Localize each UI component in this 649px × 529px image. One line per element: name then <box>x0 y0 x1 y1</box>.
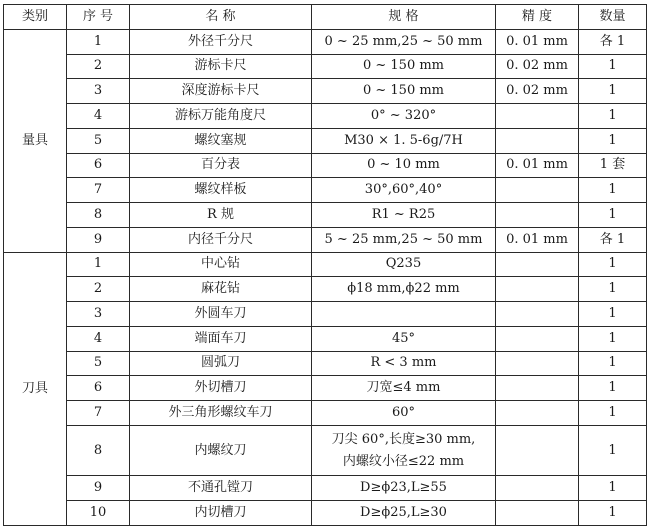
precision-cell <box>496 476 579 501</box>
precision-cell <box>496 252 579 277</box>
index-cell: 8 <box>67 425 130 476</box>
name-cell: 游标卡尺 <box>130 54 312 79</box>
spec-line-2: 内螺纹小径≤22 mm <box>342 453 465 469</box>
quantity-cell: 1 <box>579 302 647 327</box>
precision-cell: 0. 02 mm <box>496 79 579 104</box>
spec-cell: 60° <box>312 401 496 426</box>
index-cell: 2 <box>67 54 130 79</box>
precision-cell: 0. 01 mm <box>496 29 579 54</box>
quantity-cell: 1 <box>579 501 647 526</box>
table-row <box>4 326 647 351</box>
precision-cell: 0. 02 mm <box>496 54 579 79</box>
table-row <box>4 302 647 327</box>
index-cell: 2 <box>67 277 130 302</box>
spec-line-1: 刀尖 60°,长度≥30 mm, <box>331 431 476 447</box>
spec-cell: D≥ϕ25,L≥30 <box>312 501 496 526</box>
table-row <box>4 401 647 426</box>
table-row <box>4 277 647 302</box>
index-cell: 1 <box>67 29 130 54</box>
precision-cell <box>496 401 579 426</box>
table-row <box>4 153 647 178</box>
spec-cell: 0 ~ 150 mm <box>312 79 496 104</box>
quantity-cell: 1 <box>579 425 647 476</box>
header-precision: 精 度 <box>496 5 579 30</box>
quantity-cell: 1 套 <box>579 153 647 178</box>
spec-cell: M30 × 1. 5-6g/7H <box>312 128 496 153</box>
spec-cell <box>312 425 496 476</box>
quantity-cell: 1 <box>579 376 647 401</box>
precision-cell <box>496 277 579 302</box>
precision-cell <box>496 326 579 351</box>
spec-cell <box>312 302 496 327</box>
name-cell: 螺纹塞规 <box>130 128 312 153</box>
table-row <box>4 501 647 526</box>
name-cell: 百分表 <box>130 153 312 178</box>
name-cell: R 规 <box>130 203 312 228</box>
precision-cell <box>496 203 579 228</box>
table-row <box>4 104 647 129</box>
table-row <box>4 425 647 476</box>
quantity-cell: 1 <box>579 401 647 426</box>
table-row <box>4 227 647 252</box>
header-category: 类别 <box>4 5 67 30</box>
name-cell: 内螺纹刀 <box>130 425 312 476</box>
name-cell: 外径千分尺 <box>130 29 312 54</box>
quantity-cell: 1 <box>579 104 647 129</box>
spec-cell: 0 ~ 10 mm <box>312 153 496 178</box>
index-cell: 4 <box>67 326 130 351</box>
header-quantity: 数量 <box>579 5 647 30</box>
name-cell: 螺纹样板 <box>130 178 312 203</box>
table-row <box>4 376 647 401</box>
name-cell: 麻花钻 <box>130 277 312 302</box>
name-cell: 外三角形螺纹车刀 <box>130 401 312 426</box>
index-cell: 6 <box>67 153 130 178</box>
quantity-cell: 1 <box>579 178 647 203</box>
spec-cell: ϕ18 mm,ϕ22 mm <box>312 277 496 302</box>
spec-cell: 5 ~ 25 mm,25 ~ 50 mm <box>312 227 496 252</box>
table-row <box>4 203 647 228</box>
header-index: 序 号 <box>67 5 130 30</box>
precision-cell <box>496 501 579 526</box>
precision-cell <box>496 128 579 153</box>
name-cell: 内径千分尺 <box>130 227 312 252</box>
header-row <box>4 5 647 30</box>
quantity-cell: 1 <box>579 326 647 351</box>
spec-cell: Q235 <box>312 252 496 277</box>
precision-cell <box>496 351 579 376</box>
spec-cell: R1 ~ R25 <box>312 203 496 228</box>
index-cell: 3 <box>67 302 130 327</box>
precision-cell: 0. 01 mm <box>496 153 579 178</box>
header-spec: 规 格 <box>312 5 496 30</box>
name-cell: 中心钻 <box>130 252 312 277</box>
header-name: 名 称 <box>130 5 312 30</box>
name-cell: 端面车刀 <box>130 326 312 351</box>
spec-cell: 45° <box>312 326 496 351</box>
category-cell: 量具 <box>4 29 67 252</box>
table-row <box>4 351 647 376</box>
quantity-cell: 1 <box>579 54 647 79</box>
table-row <box>4 128 647 153</box>
name-cell: 圆弧刀 <box>130 351 312 376</box>
precision-cell <box>496 425 579 476</box>
index-cell: 3 <box>67 79 130 104</box>
table-row <box>4 476 647 501</box>
spec-cell: 0° ~ 320° <box>312 104 496 129</box>
table-row <box>4 29 647 54</box>
precision-cell <box>496 104 579 129</box>
index-cell: 5 <box>67 351 130 376</box>
tools-table <box>3 4 647 526</box>
index-cell: 6 <box>67 376 130 401</box>
quantity-cell: 1 <box>579 79 647 104</box>
quantity-cell: 各 1 <box>579 227 647 252</box>
index-cell: 5 <box>67 128 130 153</box>
precision-cell <box>496 376 579 401</box>
index-cell: 9 <box>67 227 130 252</box>
precision-cell <box>496 178 579 203</box>
quantity-cell: 各 1 <box>579 29 647 54</box>
name-cell: 不通孔镗刀 <box>130 476 312 501</box>
precision-cell <box>496 302 579 327</box>
name-cell: 外圆车刀 <box>130 302 312 327</box>
spec-cell: 0 ~ 25 mm,25 ~ 50 mm <box>312 29 496 54</box>
quantity-cell: 1 <box>579 128 647 153</box>
spec-cell: R < 3 mm <box>312 351 496 376</box>
spec-cell: 刀宽≤4 mm <box>312 376 496 401</box>
table-row <box>4 252 647 277</box>
table-row <box>4 54 647 79</box>
spec-cell: 30°,60°,40° <box>312 178 496 203</box>
category-cell: 刀具 <box>4 252 67 526</box>
spec-cell: 0 ~ 150 mm <box>312 54 496 79</box>
index-cell: 7 <box>67 178 130 203</box>
name-cell: 游标万能角度尺 <box>130 104 312 129</box>
name-cell: 外切槽刀 <box>130 376 312 401</box>
index-cell: 7 <box>67 401 130 426</box>
name-cell: 内切槽刀 <box>130 501 312 526</box>
index-cell: 10 <box>67 501 130 526</box>
quantity-cell: 1 <box>579 252 647 277</box>
precision-cell: 0. 01 mm <box>496 227 579 252</box>
index-cell: 9 <box>67 476 130 501</box>
spec-cell: D≥ϕ23,L≥55 <box>312 476 496 501</box>
quantity-cell: 1 <box>579 203 647 228</box>
index-cell: 8 <box>67 203 130 228</box>
quantity-cell: 1 <box>579 476 647 501</box>
table-row <box>4 178 647 203</box>
quantity-cell: 1 <box>579 277 647 302</box>
index-cell: 4 <box>67 104 130 129</box>
table-row <box>4 79 647 104</box>
quantity-cell: 1 <box>579 351 647 376</box>
index-cell: 1 <box>67 252 130 277</box>
name-cell: 深度游标卡尺 <box>130 79 312 104</box>
